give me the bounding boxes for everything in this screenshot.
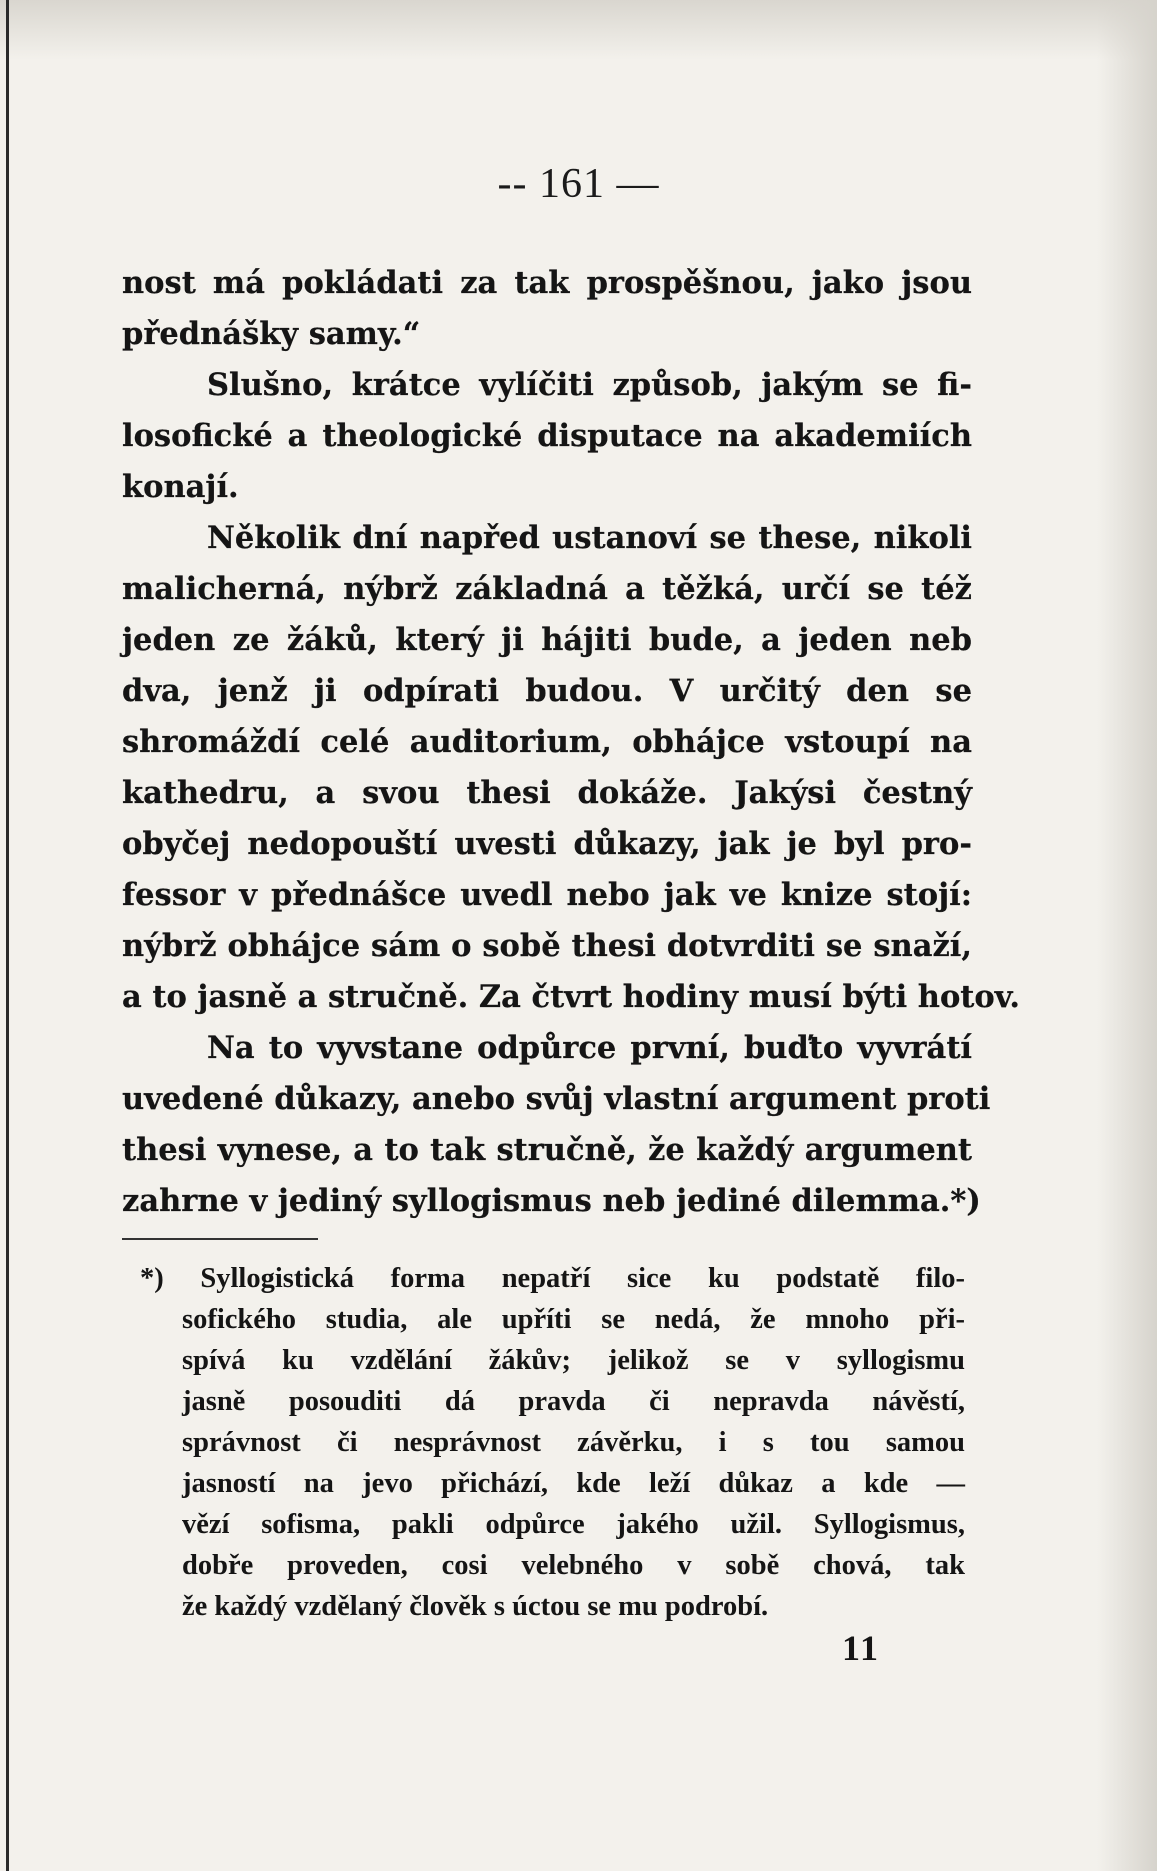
- body-line: zahrne v jediný syllogismus neb jediné dilemma.*): [122, 1183, 981, 1219]
- body-line: uvedené důkazy, anebo svůj vlastní argument proti: [122, 1081, 991, 1117]
- body-line: thesi vynese, a to tak stručně, že každý argument: [122, 1132, 972, 1168]
- body-line: fessor v přednášce uvedl nebo jak ve knize stojí:: [122, 877, 972, 913]
- footnote-separator: [122, 1238, 318, 1240]
- body-line: a to jasně a stručně. Za čtvrt hodiny musí býti hotov.: [122, 979, 1021, 1015]
- footnote-line: *) Syllogistická forma nepatří sice ku podstatě filo-: [140, 1263, 965, 1294]
- body-line: kathedru, a svou thesi dokáže. Jakýsi čestný: [122, 775, 972, 811]
- footnote: [140, 1258, 965, 1627]
- body-line: jeden ze žáků, který ji hájiti bude, a jeden neb: [122, 622, 972, 658]
- body-line: Několik dní napřed ustanoví se these, nikoli: [207, 520, 972, 556]
- footnote-line: spívá ku vzdělání žákův; jelikož se v syllogismu: [182, 1345, 965, 1376]
- body-line: dva, jenž ji odpírati budou. V určitý den se: [122, 673, 972, 709]
- body-text: [122, 258, 1021, 1227]
- body-line: losofické a theologické disputace na akademiích: [122, 418, 972, 454]
- footnote-line: sofického studia, ale upříti se nedá, že mnoho při-: [182, 1304, 965, 1335]
- body-line: Slušno, krátce vylíčiti způsob, jakým se fi-: [207, 367, 972, 403]
- page-edge-shadow: [0, 0, 1157, 60]
- footnote-line: správnost či nesprávnost závěrku, i s tou samou: [182, 1427, 965, 1458]
- footnote-line: jasně posouditi dá pravda či nepravda návěstí,: [182, 1386, 965, 1417]
- footnote-line: vězí sofisma, pakli odpůrce jakého užil. Syllogismus,: [182, 1509, 965, 1540]
- body-line: obyčej nedopouští uvesti důkazy, jak je byl pro-: [122, 826, 972, 862]
- body-line: shromáždí celé auditorium, obhájce vstoupí na: [122, 724, 972, 760]
- body-line: nost má pokládati za tak prospěšnou, jako jsou: [122, 265, 972, 301]
- page-edge-shadow-right: [1097, 0, 1157, 1871]
- body-line: konají.: [122, 469, 239, 505]
- body-line: nýbrž obhájce sám o sobě thesi dotvrditi se snaží,: [122, 928, 972, 964]
- signature-mark: 11: [842, 1628, 881, 1668]
- footnote-line: dobře proveden, cosi velebného v sobě chová, tak: [182, 1550, 965, 1581]
- body-line: přednášky samy.“: [122, 316, 421, 352]
- page-binding-edge: [6, 0, 9, 1871]
- footnote-line: jasností na jevo přichází, kde leží důkaz a kde —: [182, 1468, 965, 1499]
- body-line: malicherná, nýbrž základná a těžká, určí se též: [122, 571, 972, 607]
- page-number: -- 161 —: [497, 161, 660, 207]
- body-line: Na to vyvstane odpůrce první, buďto vyvrátí: [207, 1030, 972, 1066]
- footnote-line: že každý vzdělaný člověk s úctou se mu podrobí.: [182, 1591, 769, 1622]
